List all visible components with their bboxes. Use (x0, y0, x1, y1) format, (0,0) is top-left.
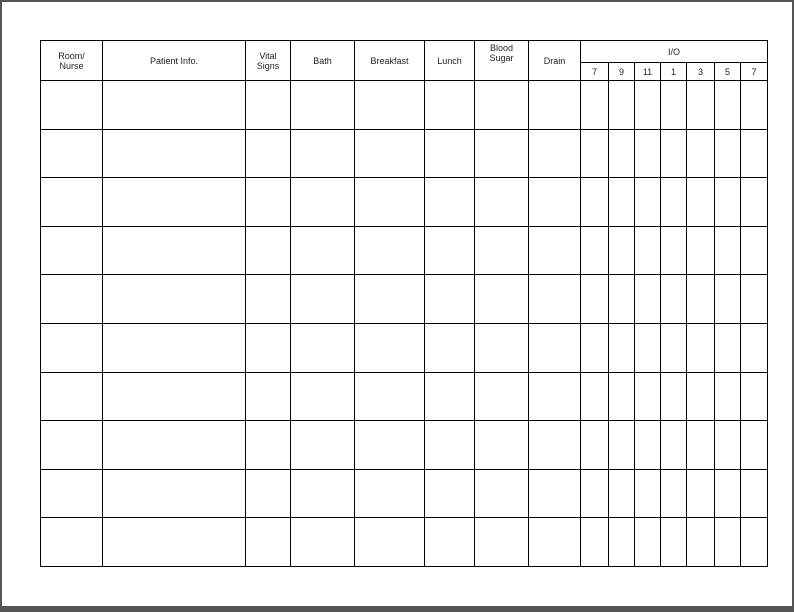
io-time-header (741, 63, 768, 81)
table-cell (741, 518, 768, 567)
table-cell (41, 421, 103, 470)
table-cell (687, 81, 715, 130)
table-row (41, 469, 768, 518)
table-cell (246, 323, 291, 372)
table-row (41, 178, 768, 227)
col-header-lunch-label: Lunch (437, 55, 462, 66)
table-cell (246, 226, 291, 275)
table-cell (291, 421, 355, 470)
table-cell (741, 129, 768, 178)
table-cell (246, 518, 291, 567)
col-header-io-label: I/O (667, 46, 680, 57)
table-cell (609, 323, 635, 372)
table-row (41, 372, 768, 421)
table-cell (246, 372, 291, 421)
table-cell (425, 275, 475, 324)
table-cell (661, 469, 687, 518)
table-cell (103, 421, 246, 470)
table-cell (103, 518, 246, 567)
table-cell (687, 323, 715, 372)
table-cell (103, 226, 246, 275)
table-cell (425, 421, 475, 470)
table-cell (661, 226, 687, 275)
table-row (41, 81, 768, 130)
table-cell (425, 469, 475, 518)
col-header-lunch (425, 41, 475, 81)
io-time-header (687, 63, 715, 81)
table-cell (581, 372, 609, 421)
header-row-top (41, 41, 768, 63)
table-cell (41, 518, 103, 567)
table-cell (687, 129, 715, 178)
table-cell (425, 226, 475, 275)
table-cell (246, 81, 291, 130)
table-cell (741, 226, 768, 275)
table-cell (291, 129, 355, 178)
col-header-blood-sugar-label: Blood Sugar (489, 43, 514, 63)
col-header-vital-signs (246, 41, 291, 81)
table-cell (246, 129, 291, 178)
table-cell (715, 129, 741, 178)
col-header-room-nurse-label: Room/ Nurse (58, 50, 85, 71)
table-cell (635, 275, 661, 324)
io-time-label: 7 (591, 66, 597, 77)
table-cell (635, 178, 661, 227)
table-cell (581, 81, 609, 130)
table-cell (103, 372, 246, 421)
table-cell (355, 129, 425, 178)
table-cell (529, 323, 581, 372)
table-cell (41, 81, 103, 130)
table-cell (661, 323, 687, 372)
table-cell (425, 81, 475, 130)
table-cell (581, 323, 609, 372)
col-header-bath-label: Bath (313, 55, 332, 66)
table-cell (687, 178, 715, 227)
table-cell (291, 518, 355, 567)
table-cell (103, 323, 246, 372)
table-cell (475, 275, 529, 324)
col-header-patient-info (103, 41, 246, 81)
table-cell (635, 469, 661, 518)
table-cell (529, 372, 581, 421)
table-cell (715, 226, 741, 275)
table-cell (103, 275, 246, 324)
table-cell (291, 275, 355, 324)
table-cell (715, 178, 741, 227)
table-cell (425, 129, 475, 178)
table-cell (355, 323, 425, 372)
patient-log-body (41, 81, 768, 567)
table-row (41, 226, 768, 275)
table-cell (687, 469, 715, 518)
table-cell (687, 226, 715, 275)
io-time-header (581, 63, 609, 81)
io-time-label: 3 (697, 66, 703, 77)
table-cell (291, 178, 355, 227)
table-cell (609, 178, 635, 227)
table-cell (475, 323, 529, 372)
table-cell (635, 518, 661, 567)
table-cell (355, 226, 425, 275)
table-cell (741, 81, 768, 130)
io-time-label: 5 (724, 66, 730, 77)
table-cell (581, 421, 609, 470)
table-cell (246, 275, 291, 324)
table-cell (291, 372, 355, 421)
col-header-drain-label: Drain (543, 55, 566, 66)
table-cell (475, 469, 529, 518)
table-cell (715, 421, 741, 470)
table-row (41, 275, 768, 324)
table-cell (41, 275, 103, 324)
table-cell (291, 323, 355, 372)
table-cell (41, 469, 103, 518)
table-cell (425, 372, 475, 421)
table-cell (635, 81, 661, 130)
table-cell (355, 275, 425, 324)
table-cell (715, 275, 741, 324)
table-cell (475, 421, 529, 470)
patient-log-sheet (40, 40, 767, 566)
table-cell (609, 372, 635, 421)
table-cell (687, 275, 715, 324)
io-time-label: 11 (642, 66, 653, 77)
table-cell (475, 81, 529, 130)
table-cell (635, 323, 661, 372)
table-cell (246, 469, 291, 518)
table-cell (529, 421, 581, 470)
table-cell (41, 129, 103, 178)
table-cell (41, 226, 103, 275)
table-cell (529, 469, 581, 518)
table-cell (103, 81, 246, 130)
table-cell (529, 275, 581, 324)
table-cell (41, 178, 103, 227)
table-cell (715, 469, 741, 518)
io-time-header (635, 63, 661, 81)
table-cell (475, 518, 529, 567)
table-row (41, 421, 768, 470)
table-cell (609, 129, 635, 178)
table-cell (715, 323, 741, 372)
table-cell (661, 275, 687, 324)
table-cell (529, 178, 581, 227)
col-header-room-nurse (41, 41, 103, 81)
table-cell (581, 129, 609, 178)
table-cell (609, 421, 635, 470)
patient-log-table (40, 40, 768, 567)
table-cell (425, 323, 475, 372)
table-row (41, 129, 768, 178)
table-cell (687, 518, 715, 567)
table-cell (609, 81, 635, 130)
table-cell (661, 518, 687, 567)
table-cell (741, 372, 768, 421)
table-cell (246, 421, 291, 470)
io-time-header (661, 63, 687, 81)
table-cell (741, 275, 768, 324)
io-time-header (715, 63, 741, 81)
table-cell (355, 469, 425, 518)
table-cell (529, 129, 581, 178)
table-cell (425, 518, 475, 567)
io-time-header (609, 63, 635, 81)
table-cell (103, 129, 246, 178)
table-cell (355, 81, 425, 130)
table-cell (355, 372, 425, 421)
col-header-bath (291, 41, 355, 81)
table-cell (741, 323, 768, 372)
table-cell (741, 469, 768, 518)
io-time-label: 7 (751, 66, 757, 77)
table-cell (475, 178, 529, 227)
table-cell (103, 469, 246, 518)
table-cell (529, 518, 581, 567)
col-header-breakfast (355, 41, 425, 81)
io-time-label: 9 (618, 66, 624, 77)
col-header-io (581, 41, 768, 63)
table-cell (741, 178, 768, 227)
table-cell (687, 372, 715, 421)
table-cell (635, 129, 661, 178)
table-cell (529, 226, 581, 275)
table-cell (635, 372, 661, 421)
table-cell (581, 178, 609, 227)
table-cell (609, 469, 635, 518)
col-header-patient-info-label: Patient Info. (149, 55, 199, 66)
table-cell (715, 81, 741, 130)
table-row (41, 323, 768, 372)
io-time-label: 1 (670, 66, 676, 77)
table-cell (635, 226, 661, 275)
table-cell (661, 81, 687, 130)
table-cell (715, 518, 741, 567)
table-cell (291, 226, 355, 275)
table-cell (355, 178, 425, 227)
table-cell (41, 372, 103, 421)
table-cell (529, 81, 581, 130)
table-cell (635, 421, 661, 470)
table-cell (661, 372, 687, 421)
table-cell (687, 421, 715, 470)
table-cell (41, 323, 103, 372)
table-cell (103, 178, 246, 227)
col-header-drain (529, 41, 581, 81)
table-cell (291, 81, 355, 130)
table-cell (475, 372, 529, 421)
table-cell (661, 178, 687, 227)
table-cell (581, 518, 609, 567)
table-cell (609, 275, 635, 324)
table-cell (715, 372, 741, 421)
table-cell (355, 518, 425, 567)
table-cell (475, 226, 529, 275)
table-cell (355, 421, 425, 470)
table-cell (581, 469, 609, 518)
table-cell (475, 129, 529, 178)
table-cell (609, 226, 635, 275)
table-cell (291, 469, 355, 518)
table-cell (581, 226, 609, 275)
col-header-breakfast-label: Breakfast (370, 55, 409, 66)
table-cell (609, 518, 635, 567)
table-cell (741, 421, 768, 470)
col-header-vital-signs-label: Vital Signs (256, 50, 280, 71)
table-cell (581, 275, 609, 324)
table-cell (661, 129, 687, 178)
table-cell (661, 421, 687, 470)
table-cell (246, 178, 291, 227)
table-cell (425, 178, 475, 227)
col-header-blood-sugar (475, 41, 529, 81)
table-row (41, 518, 768, 567)
